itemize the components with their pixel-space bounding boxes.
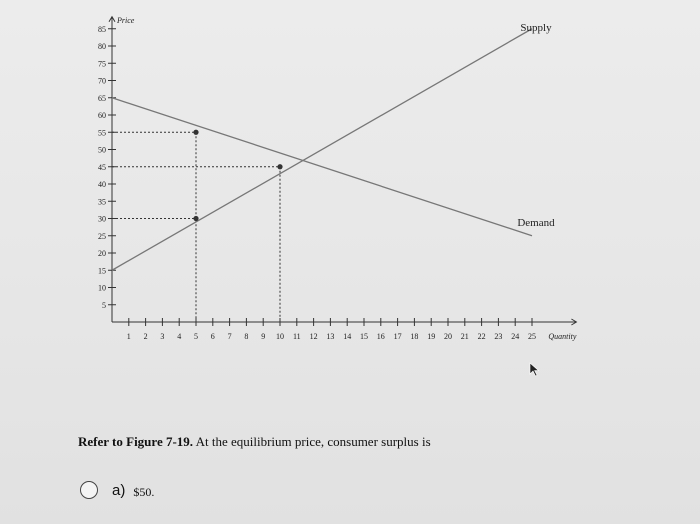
chart-labels [116,16,577,341]
x-axis-title: Quantity [548,332,577,341]
y-tick-label: 10 [98,283,106,293]
radio-button[interactable] [80,481,98,499]
y-tick-label: 45 [98,162,106,172]
answer-option-a[interactable] [80,478,154,502]
answer-letter: a) [112,481,126,499]
supply-curve [112,29,532,271]
x-tick-label: 7 [227,332,232,341]
x-tick-label: 16 [376,332,385,341]
y-tick-label: 55 [98,128,106,138]
y-tick-label: 70 [98,76,106,86]
x-tick-label: 19 [427,332,436,341]
x-tick-label: 15 [360,332,368,341]
question-text [78,434,638,450]
y-tick-label: 20 [98,249,106,258]
x-tick-label: 10 [276,332,284,341]
x-tick-label: 2 [143,332,148,341]
supply-label: Supply [520,21,552,34]
curves [112,29,532,271]
x-tick-label: 5 [194,332,198,341]
chart-axes [98,17,576,341]
highlight-points [193,130,282,221]
x-tick-label: 1 [126,332,131,341]
reference-lines [112,132,280,322]
x-tick-label: 12 [309,332,318,341]
x-tick-label: 14 [343,332,352,341]
y-tick-label: 5 [102,300,106,310]
y-tick-label: 35 [98,197,106,207]
x-tick-label: 24 [511,332,520,341]
x-tick-label: 8 [244,332,249,341]
data-point [277,164,282,169]
mouse-cursor-icon [527,362,541,378]
y-tick-label: 30 [98,214,106,224]
y-tick-label: 60 [98,111,106,120]
data-point [193,216,198,221]
x-tick-label: 18 [410,332,419,341]
y-axis-title: Price [117,15,135,25]
demand-curve [112,98,532,236]
x-tick-label: 3 [160,332,165,341]
data-point [193,130,198,135]
x-tick-label: 11 [292,332,301,341]
y-tick-label: 75 [98,59,106,69]
x-tick-label: 4 [177,332,182,341]
y-tick-label: 65 [98,93,106,103]
x-tick-label: 21 [460,332,469,341]
y-tick-label: 80 [98,42,106,51]
x-tick-label: 22 [477,332,486,341]
x-tick-label: 13 [326,332,335,341]
y-tick-label: 15 [98,266,106,276]
x-tick-label: 6 [210,332,215,341]
question-body: At the equilibrium price, consumer surplus is [195,434,431,449]
figure-reference: Refer to Figure 7-19. [78,434,194,449]
y-tick-label: 85 [98,24,106,34]
x-tick-label: 23 [494,332,503,341]
x-tick-label: 9 [261,332,266,341]
y-tick-label: 50 [98,145,106,155]
answer-text: $50. [133,484,155,499]
demand-label: Demand [517,216,555,229]
x-tick-label: 17 [393,332,402,341]
x-tick-label: 25 [528,332,536,341]
y-tick-label: 40 [98,180,106,189]
y-tick-label: 25 [98,231,106,241]
x-tick-label: 20 [444,332,452,341]
